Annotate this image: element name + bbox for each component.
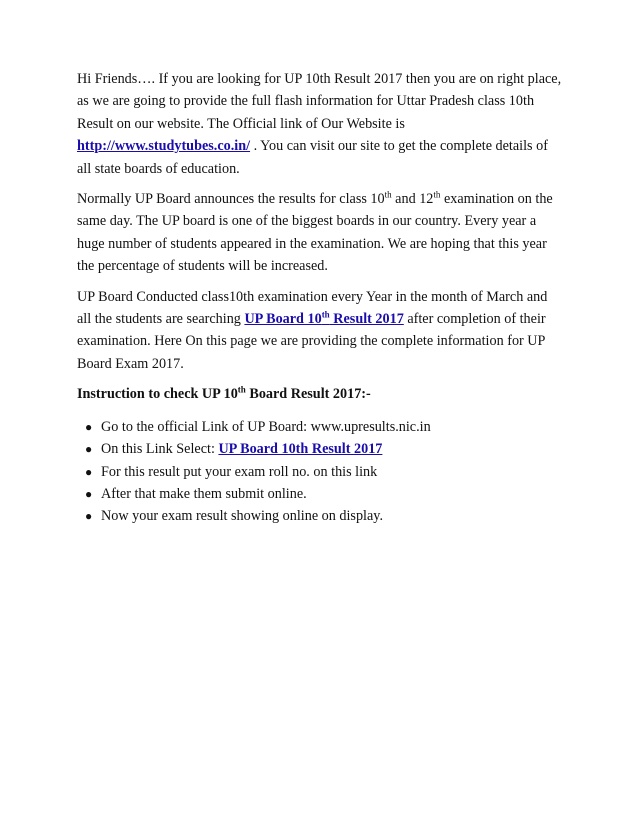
heading-text-a: Instruction to check UP 10 (77, 386, 238, 403)
bullet-icon: ● (85, 486, 93, 501)
list-item-text: For this result put your exam roll no. on this link (101, 463, 378, 480)
bullet-icon: ● (85, 442, 93, 457)
superscript-th: th (433, 189, 441, 200)
list-item-text: Go to the official Link of UP Board: www.upresults.nic.in (101, 418, 431, 435)
examination-paragraph (77, 286, 563, 376)
list-item (77, 483, 563, 505)
list-item (77, 438, 563, 460)
list-item (77, 461, 563, 483)
exam-text-2: after completion of their examination. Here On this page we are providing the complete information for UP Board Exam 2017. (77, 311, 546, 372)
link-text-a: UP Board 10 (244, 311, 322, 328)
document-body (77, 68, 563, 528)
exam-text-1: UP Board Conducted class10th examination every Year in the month of March and all the students are searching (77, 288, 548, 328)
website-link[interactable]: http://www.studytubes.co.in/ (77, 138, 251, 155)
superscript-th: th (384, 189, 392, 200)
intro-text-2: . You can visit our site to get the complete details of all state boards of education. (77, 138, 548, 177)
bullet-icon: ● (85, 464, 93, 479)
bullet-icon: ● (85, 509, 93, 524)
list-item-text: After that make them submit online. (101, 485, 307, 502)
bullet-icon: ● (85, 419, 93, 434)
announce-text-3: examination on the same day. The UP board is one of the biggest boards in our country. Every year a huge number of students appeared in the examination. We are hoping that this year the percentage of students will be increased. (77, 191, 553, 275)
intro-text-1: Hi Friends…. If you are looking for UP 10th Result 2017 then you are on right place, as we are going to provide the full flash information for Uttar Pradesh class 10th Result on our website. The Official link of Our Website is (77, 71, 562, 132)
up-board-result-link[interactable] (244, 311, 403, 327)
list-item-text: Now your exam result showing online on display. (101, 508, 384, 525)
result-select-link[interactable]: UP Board 10th Result 2017 (218, 441, 383, 458)
superscript-th: th (321, 309, 330, 320)
list-item (77, 416, 563, 438)
superscript-th: th (237, 384, 246, 395)
results-announcement-paragraph (77, 188, 563, 278)
intro-paragraph (77, 68, 563, 180)
announce-text-2: and 12 (391, 191, 434, 208)
link-text-b: Result 2017 (329, 311, 404, 328)
list-item-text: On this Link Select: (101, 441, 219, 458)
instructions-heading (77, 383, 563, 405)
heading-text-b: Board Result 2017:- (245, 386, 371, 403)
announce-text-1: Normally UP Board announces the results for class 10 (77, 191, 385, 208)
list-item (77, 505, 563, 527)
instructions-list (77, 416, 563, 528)
